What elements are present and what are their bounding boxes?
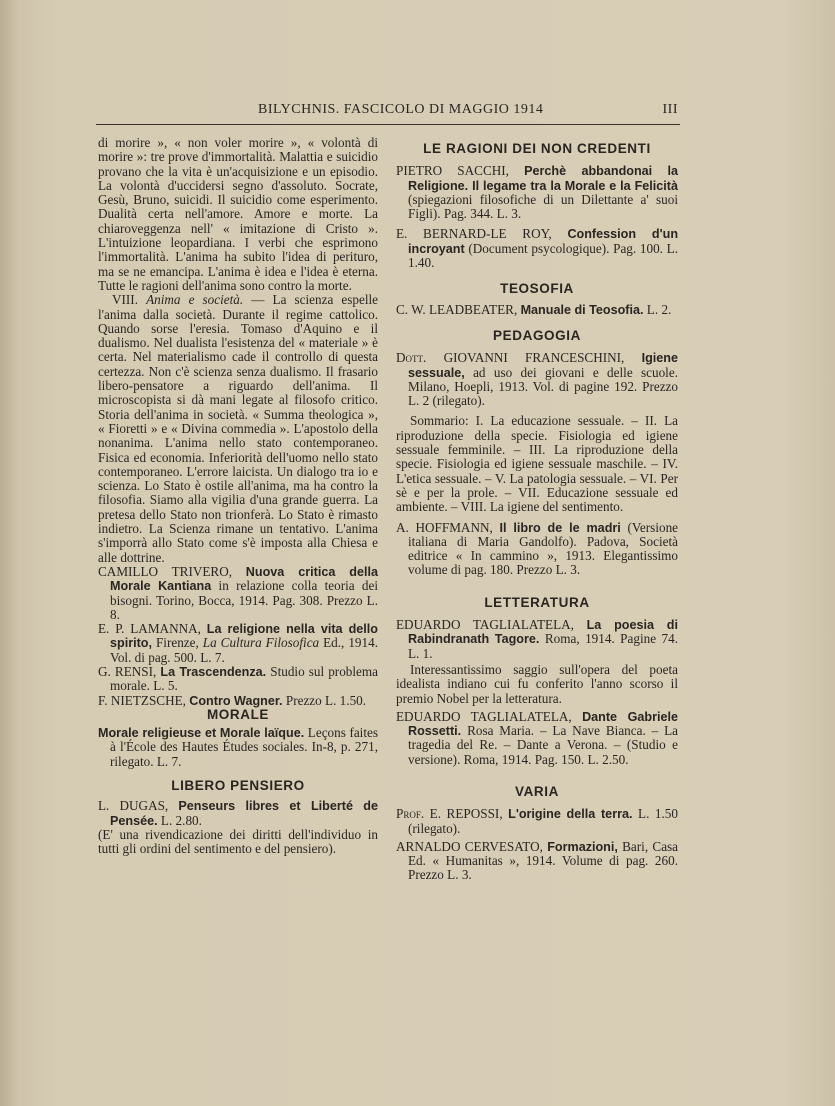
section-heading-non-credenti: LE RAGIONI DEI NON CREDENTI (423, 141, 651, 156)
entry-title: Dante Gabriele Rossetti. (408, 709, 679, 739)
book-entry-hoffmann (396, 521, 678, 578)
entry-author: GIOVANNI FRANCESCHINI, (443, 350, 625, 366)
entry-author: E. REPOSSI, (429, 806, 503, 822)
entry-title: Contro Wagner. (189, 693, 283, 708)
entry-title: Il libro de le madri (499, 520, 621, 535)
section-heading-varia: VARIA (514, 783, 559, 799)
entry-place: Firenze, (155, 635, 199, 651)
entry-note: Interessantissimo saggio sull'opera del poeta idealista indiano cui fu conferito l'anno scorso il premio Nobel per la letteratura. (396, 661, 678, 706)
entry-title: La poesia di Rabindranath Tagore. (408, 618, 678, 647)
running-header (258, 102, 678, 122)
entry-details: (Versione italiana di Maria Gandolfo). Padova, Società editrice « In cammino », 1913. Elegantissimo volume di pag. 180. Prezzo L. 3. (408, 519, 679, 578)
entry-details: L. 1.50 (rilegato). (408, 806, 678, 836)
entry-author: EDUARDO TAGLIALATELA, (396, 708, 572, 724)
entry-title: Nuova critica della Morale Kantiana (110, 564, 379, 594)
running-title: BILYCHNIS. FASCICOLO DI MAGGIO 1914 (258, 102, 544, 117)
entry-title: Morale religieuse et Morale laïque. (98, 726, 305, 741)
book-entry-cervesato (396, 840, 678, 883)
left-column (98, 136, 378, 857)
entry-details: (spiegazioni filosofiche di un Dilettante a' suoi Figli). Pag. 344. L. 3. (408, 191, 678, 222)
book-entry-nietzsche (98, 694, 378, 708)
entry-author: CAMILLO TRIVERO, (98, 563, 233, 579)
entry-author: C. W. LEADBEATER, (396, 301, 518, 317)
entry-details: Prezzo L. 1.50. (285, 692, 367, 708)
entry-note: (E' una rivendicazione dei diritti dell'individuo in tutti gli ordini del sentimento e del pensiero). (98, 826, 378, 857)
entry-publisher: La Cultura Filosofica (202, 635, 320, 651)
entry-author: G. RENSI, (98, 663, 157, 679)
section-heading-letteratura: LETTERATURA (484, 594, 590, 610)
entry-title: La Trascendenza. (160, 664, 267, 679)
entry-details: Rosa Maria. – La Nave Bianca. – La tragedia del Re. – Dante a Verona. – (Studio e versione). Roma, 1914. Pag. 150. L. 2.50. (408, 723, 679, 767)
entry-details: in relazione colla teoria dei bisogni. Torino, Bocca, 1914. Pag. 308. Prezzo L. 8. (110, 578, 378, 622)
page-number: III (662, 102, 678, 117)
entry-author: EDUARDO TAGLIALATELA, (396, 617, 574, 633)
book-entry-leadbeater (396, 303, 678, 317)
header-rule (96, 124, 680, 125)
entry-details: (Document psycologique). Pag. 100. L. 1.40. (408, 240, 678, 271)
section-heading-libero-pensiero: LIBERO PENSIERO (171, 778, 305, 794)
entry-details: Roma, 1914. Pagine 74. L. 1. (408, 631, 679, 661)
entry-author: PIETRO SACCHI, (396, 163, 509, 179)
section-heading-teosofia: TEOSOFIA (500, 281, 574, 297)
book-entry-sacchi (396, 164, 678, 221)
entry-title: Igiene sessuale, (408, 351, 678, 380)
book-entry-morale-laique (98, 726, 378, 769)
entry-title: La religione nella vita dello spirito, (110, 622, 379, 651)
summary-paragraph-viii (98, 293, 378, 565)
entry-author: E. BERNARD-LE ROY, (396, 226, 552, 242)
entry-details: L. 2.80. (160, 812, 202, 828)
entry-prefix: Prof. (396, 806, 425, 822)
book-entry-repossi (396, 807, 678, 836)
entry-title: Confession d'un incroyant (408, 227, 679, 256)
entry-author: ARNALDO CERVESATO, (396, 838, 543, 854)
entry-prefix: Dott. (396, 350, 427, 366)
book-entry-taglialatela-rossetti (396, 710, 678, 767)
entry-details: Leçons faites à l'École des Hautes Études sociales. In-8, p. 271, rilegato. L. 7. (110, 725, 378, 769)
entry-details: L. 2. (646, 301, 672, 317)
section-heading-pedagogia: PEDAGOGIA (493, 327, 581, 343)
chapter-number: VIII. (112, 292, 138, 308)
book-entry-bernard-le-roy (396, 227, 678, 270)
entry-details: Ed., 1914. Vol. di pag. 500. L. 7. (110, 635, 378, 665)
right-column (396, 136, 678, 883)
entry-contents: Sommario: I. La educazione sessuale. – II. La riproduzione della specie. Fisiologia ed igiene sessuale femminile. – III. La riproduzione della specie. Fisiologia ed igiene sessuale maschile. – IV. L'etica sessuale. – V. La patologia sessuale. – VI. Per sè e per la prole. – VII. Educazione sessuale ed ambiente. – VIII. La igiene del sentimento. (396, 413, 678, 515)
book-entry-trivero (98, 565, 378, 622)
entry-details: Studio sul problema morale. L. 5. (110, 663, 379, 694)
entry-details: ad uso dei giovani e delle scuole. Milano, Hoepli, 1913. Vol. di pagine 192. Prezzo L. 2 (rilegato). (408, 364, 678, 409)
entry-title: Perchè abbandonai la Religione. Il legame tra la Morale e la Felicità (408, 164, 678, 193)
book-entry-lamanna (98, 622, 378, 665)
section-heading-morale: MORALE (206, 706, 270, 722)
entry-author: L. DUGAS, (98, 798, 169, 814)
entry-author: F. NIETZSCHE, (98, 692, 186, 708)
entry-author: A. HOFFMANN, (396, 519, 493, 535)
entry-title: L'origine della terra. (508, 807, 633, 822)
book-entry-rensi (98, 665, 378, 694)
entry-title: Penseurs libres et Liberté de Pensée. (110, 799, 378, 828)
chapter-summary: — La scienza espelle l'anima dalla società. Durante il regime cattolico. Quando sorse l'eresia. Tomaso d'Aquino e il dualismo. Nel dualista l'esistenza del « materiale » è certa. Nel materialismo cade il controllo di questa certezza. Non c'è scienza senza dualismo. Il frasario libero-pensatore a riguardo dell'anima. Il microscopista si dà mani legate al filosofo critico. Storia dell'anima in società. « Summa theologica », « Fioretti » e « Divina commedia ». L'apostolo della nonanima. L'anima nello stato contemporaneo. Fisica ed economia. Inferiorità dell'uomo nello stato contemporaneo. L'errore laicista. Un dialogo tra io e scienza. Lo Stato è ostile all'anima, ma ha contro la filosofia. Siamo alla vigilia d'una grande guerra. La pretesa dello Stato non trionferà. Lo Stato è rimasto indietro. La Scienza rimane un tentativo. L'anima s'imporrà allo Stato come s'è imposta alla Chiesa e alle dottrine. (98, 292, 378, 565)
book-entry-taglialatela-tagore (396, 618, 678, 661)
book-entry-dugas (98, 799, 378, 828)
summary-paragraph-vii: di morire », « non voler morire », « volontà di morire »: tre prove d'immortalità. Malattia e suicidio provano che la vita è un'acquisizione e un episodio. La volontà d'uccidersi segno d'assoluto. Socrate, Gesù, Bruno, suicidi. Il suicidio come esperimento. Dualità certa nell'amore. Amore e morte. La chiaroveggenza nell' « imitazione di Cristo ». L'intuizione leopardiana. I verbi che esprimono l'immortalità. L'anima ha subito l'idea di perituro, ma se ne emancipa. L'anima è idea e l'idea è eterna. Tutte le ragioni dell'anima sono contro la morte. (98, 135, 378, 293)
entry-title: Formazioni, (547, 839, 618, 854)
entry-title: Manuale di Teosofia. (520, 302, 644, 317)
entry-author: E. P. LAMANNA, (98, 621, 201, 637)
chapter-title: Anima e società. (146, 292, 244, 308)
entry-details: Bari, Casa Ed. « Humanitas », 1914. Volume di pag. 260. Prezzo L. 3. (408, 838, 679, 883)
book-entry-franceschini (396, 351, 678, 408)
